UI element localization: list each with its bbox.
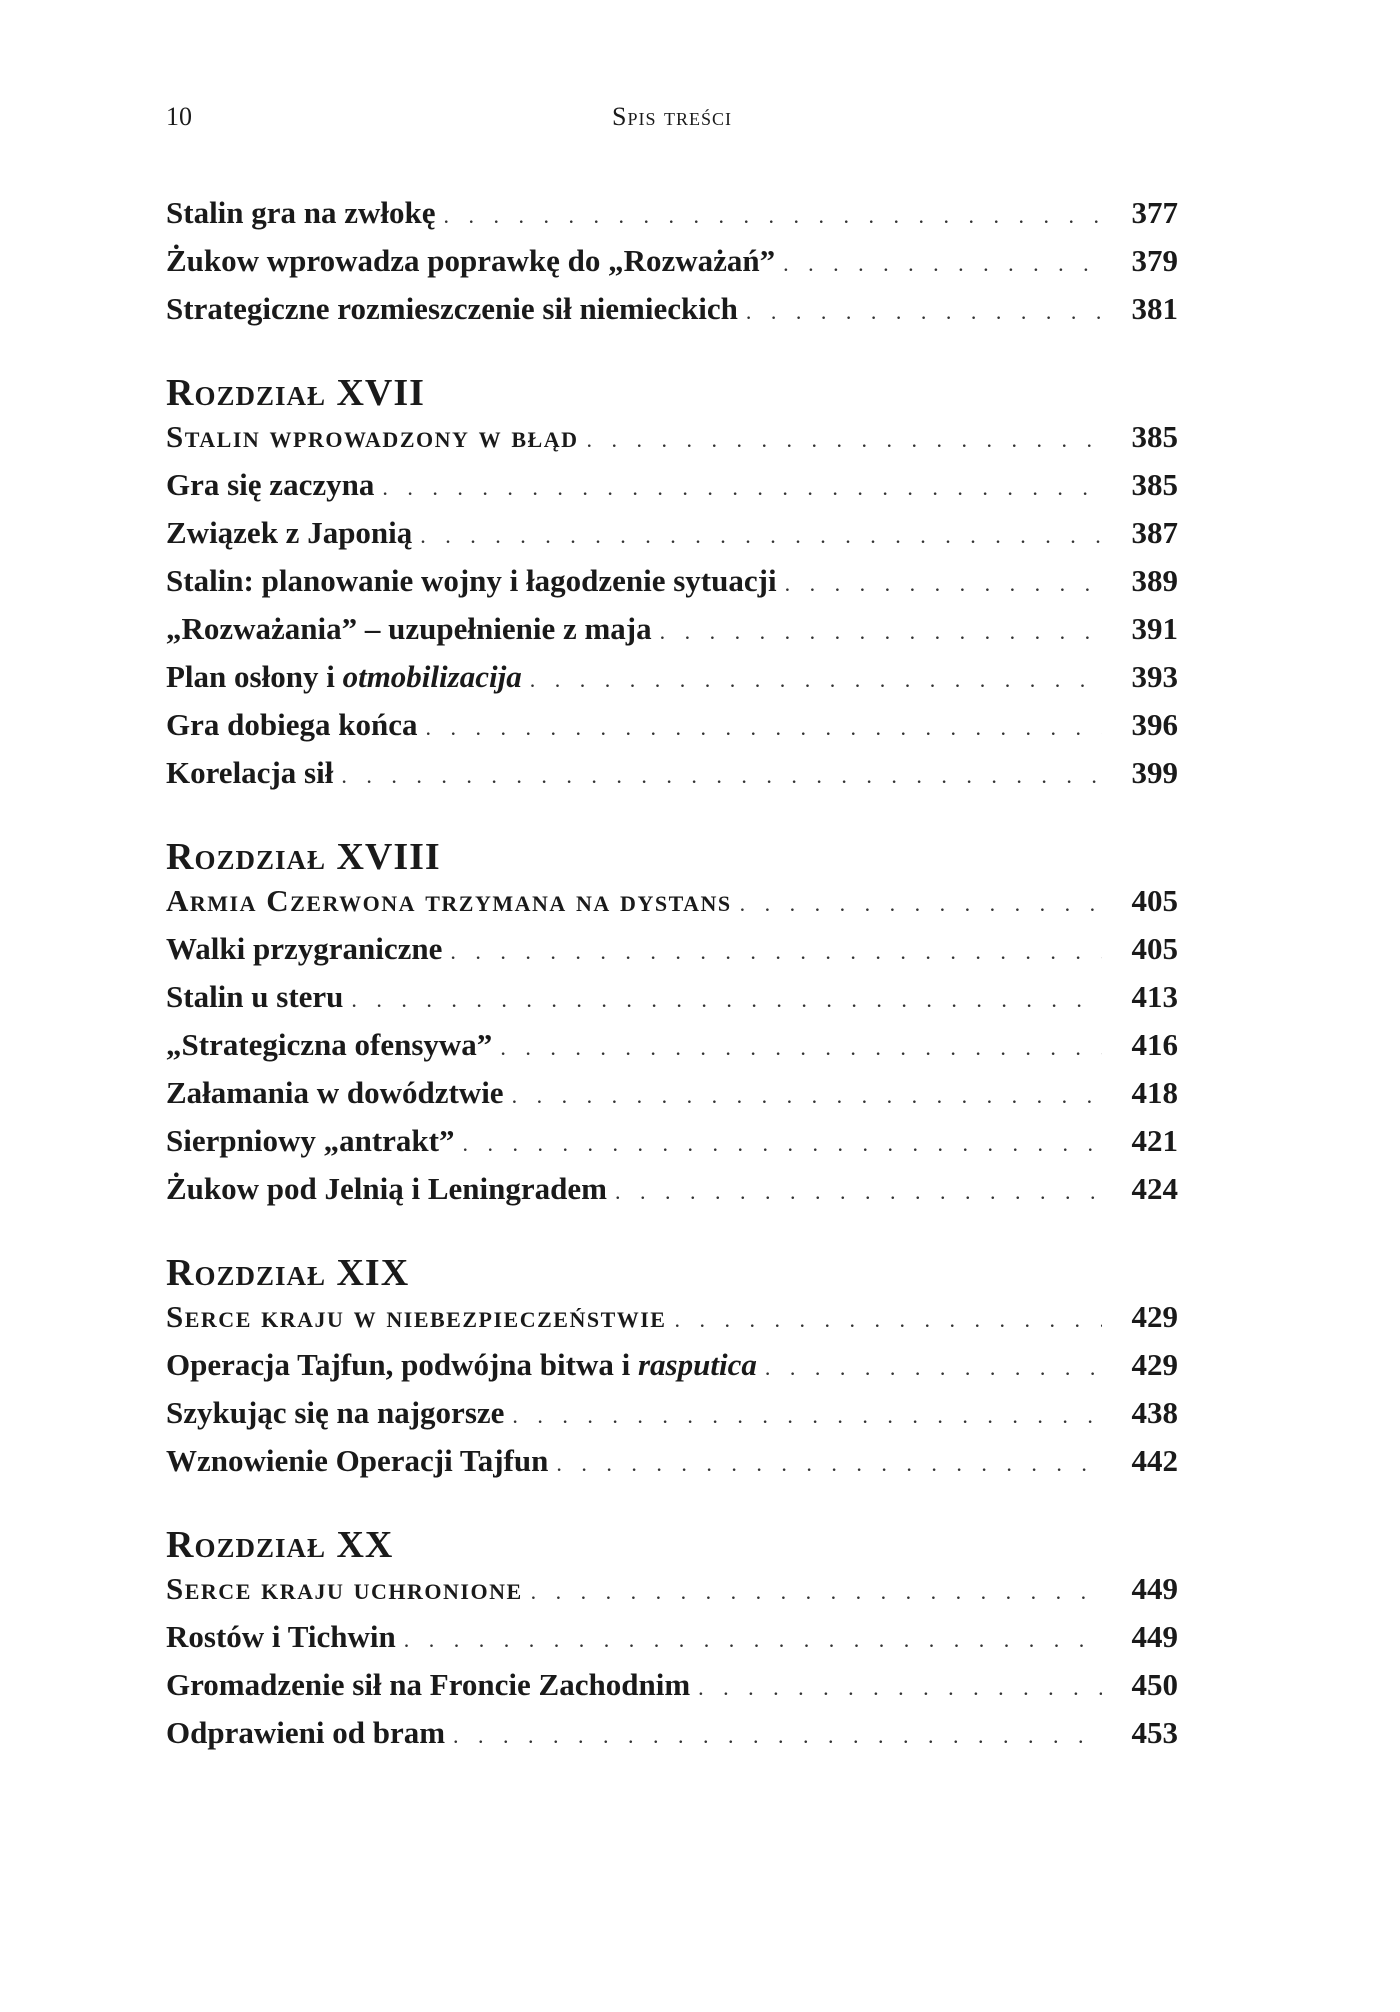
toc-entry-page: 393 (1131, 659, 1178, 694)
dot-leader (587, 427, 1102, 453)
toc-entry (166, 1075, 1178, 1123)
toc-entry-title: Stalin: planowanie wojny i łagodzenie sytuacji (166, 563, 777, 598)
toc-entry-title: „Rozważania” – uzupełnienie z maja (166, 611, 652, 646)
toc-entry-title: Walki przygraniczne (166, 931, 443, 966)
toc-entry-title: Strategiczne rozmieszczenie sił niemieckich (166, 291, 738, 326)
toc-entry (166, 243, 1178, 291)
section-page: 385 (1131, 419, 1178, 454)
toc-entry-page: 399 (1131, 755, 1178, 790)
chapter-heading: Rozdział XIX (166, 1252, 410, 1294)
section-entry (166, 883, 1178, 931)
toc-entry (166, 467, 1178, 515)
toc-entry-page: 396 (1131, 707, 1178, 742)
toc-entry-title: „Strategiczna ofensywa” (166, 1027, 493, 1062)
dot-leader (531, 1579, 1102, 1605)
toc-entry-title: Sierpniowy „antrakt” (166, 1123, 455, 1158)
toc-entry (166, 1123, 1178, 1171)
section-entry (166, 419, 1178, 467)
toc-entry-title (166, 1347, 765, 1383)
page-number: 10 (166, 102, 192, 131)
toc-entry-page: 429 (1131, 1347, 1178, 1382)
dot-leader (425, 715, 1102, 741)
toc-entry-title: Wznowienie Operacji Tajfun (166, 1443, 549, 1478)
toc-entry-page: 377 (1131, 195, 1178, 230)
dot-leader (341, 763, 1102, 789)
toc-entry (166, 755, 1178, 803)
toc-entry-title: Odprawieni od bram (166, 1715, 446, 1750)
toc-entry (166, 1715, 1178, 1763)
toc-entry (166, 707, 1178, 755)
section-title: Serce kraju uchronione (166, 1571, 523, 1606)
toc-entry-title: Związek z Japonią (166, 515, 413, 550)
toc-entry-page: 450 (1131, 1667, 1178, 1702)
toc-entry-title: Stalin gra na zwłokę (166, 195, 436, 230)
toc-entry-page: 449 (1131, 1619, 1178, 1654)
section-entry (166, 1571, 1178, 1619)
toc-entry-title-prefix: Operacja Tajfun, podwójna bitwa i (166, 1347, 638, 1382)
toc-entry (166, 515, 1178, 563)
section-page: 449 (1131, 1571, 1178, 1606)
dot-leader (382, 475, 1102, 501)
toc-entry (166, 931, 1178, 979)
table-of-contents (166, 195, 1178, 1763)
dot-leader (420, 523, 1102, 549)
toc-entry (166, 979, 1178, 1027)
chapter-heading: Rozdział XVII (166, 372, 425, 414)
dot-leader (463, 1131, 1103, 1157)
dot-leader (512, 1083, 1102, 1109)
toc-entry-title-prefix: Plan osłony i (166, 659, 343, 694)
toc-entry-page: 391 (1131, 611, 1178, 646)
toc-entry-page: 379 (1131, 243, 1178, 278)
chapter-heading: Rozdział XVIII (166, 836, 441, 878)
section-page: 405 (1131, 883, 1178, 918)
dot-leader (698, 1675, 1102, 1701)
toc-entry-page: 438 (1131, 1395, 1178, 1430)
dot-leader (351, 987, 1102, 1013)
section-title: Stalin wprowadzony w błąd (166, 419, 579, 454)
toc-entry (166, 1395, 1178, 1443)
toc-entry-title-italic: rasputica (637, 1347, 757, 1382)
dot-leader (674, 1307, 1102, 1333)
section-title: Armia Czerwona trzymana na dystans (166, 883, 732, 918)
toc-entry (166, 563, 1178, 611)
toc-entry-title: Stalin u steru (166, 979, 344, 1014)
dot-leader (444, 203, 1102, 229)
section-page: 429 (1131, 1299, 1178, 1334)
dot-leader (785, 571, 1102, 597)
toc-entry-page: 442 (1131, 1443, 1178, 1478)
dot-leader (500, 1035, 1102, 1061)
dot-leader (453, 1723, 1102, 1749)
section-title: Serce kraju w niebezpieczeństwie (166, 1299, 667, 1334)
toc-entry-title: Gromadzenie sił na Froncie Zachodnim (166, 1667, 691, 1702)
dot-leader (450, 939, 1102, 965)
toc-entry (166, 1443, 1178, 1491)
toc-entry-page: 385 (1131, 467, 1178, 502)
toc-entry (166, 291, 1178, 339)
dot-leader (765, 1355, 1102, 1381)
toc-entry (166, 195, 1178, 243)
dot-leader (740, 891, 1102, 917)
toc-entry-title: Żukow wprowadza poprawkę do „Rozważań” (166, 243, 776, 278)
toc-entry-title: Żukow pod Jelnią i Leningradem (166, 1171, 607, 1206)
running-head (166, 102, 1178, 142)
toc-entry-page: 418 (1131, 1075, 1178, 1110)
toc-entry-title: Szykując się na najgorsze (166, 1395, 505, 1430)
toc-entry-title: Gra dobiega końca (166, 707, 418, 742)
running-title: Spis treści (612, 102, 732, 131)
dot-leader (404, 1627, 1102, 1653)
dot-leader (783, 251, 1102, 277)
dot-leader (660, 619, 1102, 645)
toc-entry-page: 424 (1131, 1171, 1178, 1206)
toc-entry-page: 387 (1131, 515, 1178, 550)
toc-entry-page: 413 (1131, 979, 1178, 1014)
toc-entry-title (166, 659, 530, 695)
toc-entry-title: Gra się zaczyna (166, 467, 375, 502)
section-entry (166, 1299, 1178, 1347)
toc-entry-title: Rostów i Tichwin (166, 1619, 396, 1654)
toc-entry-page: 453 (1131, 1715, 1178, 1750)
toc-entry (166, 1347, 1178, 1395)
dot-leader (746, 299, 1102, 325)
toc-entry-page: 405 (1131, 931, 1178, 966)
toc-entry-page: 389 (1131, 563, 1178, 598)
toc-entry (166, 611, 1178, 659)
toc-entry-title-italic: otmobilizacija (342, 659, 522, 694)
dot-leader (556, 1451, 1102, 1477)
toc-entry-title: Korelacja sił (166, 755, 334, 790)
toc-entry (166, 1027, 1178, 1075)
toc-entry-title: Załamania w dowództwie (166, 1075, 504, 1110)
toc-entry (166, 1171, 1178, 1219)
toc-entry (166, 1667, 1178, 1715)
dot-leader (530, 667, 1102, 693)
dot-leader (512, 1403, 1102, 1429)
dot-leader (615, 1179, 1102, 1205)
toc-entry (166, 1619, 1178, 1667)
toc-entry-page: 381 (1131, 291, 1178, 326)
toc-entry-page: 416 (1131, 1027, 1178, 1062)
toc-entry-page: 421 (1131, 1123, 1178, 1158)
chapter-heading: Rozdział XX (166, 1524, 394, 1566)
toc-entry (166, 659, 1178, 707)
